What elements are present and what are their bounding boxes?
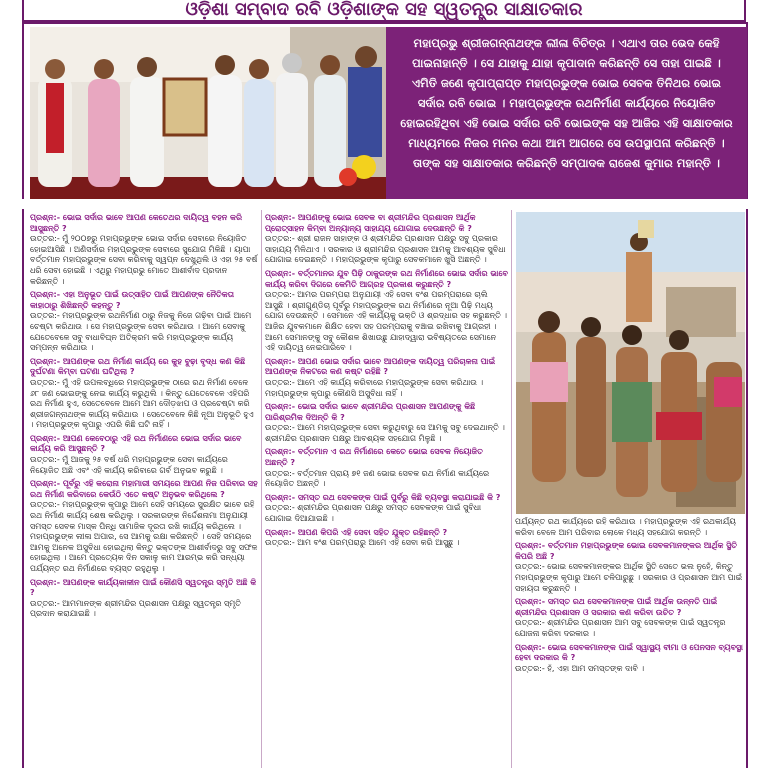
- qa-block: [265, 528, 508, 549]
- question: ପ୍ରଶ୍ନ:- ଆପଣଙ୍କ ରଥ ନିର୍ମାଣ କାର୍ଯ୍ୟ ରେ କୁହ ବୁଢ଼ା ବୃଦ୍ଧ କଣ କିଛି ଦୁର୍ଘଟଣା କିମ୍ବା ଘଟଣା ଘଟିଥିଲା ?: [30, 356, 246, 377]
- answer: ଉତ୍ତର:- ଆମେ ଏହି କାର୍ଯ୍ୟ କରିବାରେ ମହାପ୍ରଭୁଙ୍କ ସେବା କରିଥାଉ । ମହାପ୍ରଭୁଙ୍କ କୃପାରୁ କୌଣସି ଅସୁବିଧା ନାହିଁ ।: [265, 377, 484, 398]
- question: ପ୍ରଶ୍ନ:- ବର୍ତ୍ତମାନର ଯୁବ ପିଢ଼ି ଠାକୁରଙ୍କ ରଥ ନିର୍ମାଣରେ ଭୋଇ ସର୍ଦାର ଭାବେ କାର୍ଯ୍ୟ କରିବା ଦିଗରେ କେମିତି ଆଗ୍ରହ ପ୍ରକାଶ କରୁଛନ୍ତି ?: [265, 268, 508, 289]
- qa-block: [30, 479, 258, 574]
- intro-paragraph: ମହାପ୍ରଭୁ ଶ୍ରୀଜଗନ୍ନାଥଙ୍କ ଲୀଳା ବିଚିତ୍ର । ଏଥାଏ ତାର ଭେଦ କେହି ପାଇନାହାନ୍ତି । ସେ ଯାହାକୁ ଯାହା କୃପାଦାନ କରିଛନ୍ତି ସେ ତାହା ପାଇଛି । ଏମିତି ଜଣେ କୃପାପ୍ରାପ୍ତ ମହାପ୍ରଭୁଙ୍କ ଭୋଇ ସେବକ ତିନିଥର ଭୋଇ ସର୍ଦାର ରବି ଭୋଇ । ମହାପ୍ରଭୁଙ୍କ ରଥନିର୍ମାଣ କାର୍ଯ୍ୟରେ ନିୟୋଜିତ ହୋଇରହିଥିବା ଏହି ଭୋଇ ସର୍ଦାର ରବି ଭୋଇଙ୍କ ସହ ଆଜିର ଏହି ସାକ୍ଷାତକାର ମାଧ୍ୟମରେ ନିଜର ମନର କଥା ଆମ ଆଗରେ ସେ ଉପସ୍ଥାପନା କରିଛନ୍ତି । ତାଙ୍କ ସହ ସାକ୍ଷାତକାର କରିଛନ୍ତି ସମ୍ପାଦକ ରାଜେଶ କୁମାର ମହାନ୍ତି ।: [386, 27, 747, 199]
- qa-block: [515, 541, 745, 594]
- qa-block: [30, 578, 258, 620]
- question: ପ୍ରଶ୍ନ:- ଆପଣ କେବେଠାରୁ ଏହି ରଥ ନିର୍ମାଣରେ ଭୋଇ ସର୍ଦାର ଭାବେ କାର୍ଯ୍ୟ କରି ଆସୁଛନ୍ତି ?: [30, 433, 242, 454]
- column-1: [30, 210, 258, 768]
- answer: ଉତ୍ତର:- ମହାପ୍ରଭୁଙ୍କ କୃପାରୁ ଆମେ ସେହି ସମୟରେ ସୁରକ୍ଷିତ ଭାବେ ରହି ରଥ ନିର୍ମାଣ କାର୍ଯ୍ୟ ଶେଷ କରିଥିଲୁ । ସରକାରଙ୍କ ନିର୍ଦ୍ଦେଶନାମା ଅନୁଯାୟୀ ସମସ୍ତ ସେବକ ମାସ୍କ ପିନ୍ଧି ସାମାଜିକ ଦୂରତା ରଖି କାର୍ଯ୍ୟ କରିଥିଲେ । ମହାପ୍ରଭୁଙ୍କ ଲୀଳା ଅପାର, ସେ ଆମକୁ ରକ୍ଷା କରିଛନ୍ତି । ସେହି ସମୟରେ ଆମକୁ ଅନେକ ଅସୁବିଧା ହୋଇଥିଲା କିନ୍ତୁ ଭକ୍ତଙ୍କ ଆଶୀର୍ବାଦରୁ ସବୁ ସଫଳ ହୋଇଥିଲା । ଆମେ ପ୍ରତ୍ୟେକ ଦିନ ସକାଳୁ କାମ ଆରମ୍ଭ କରି ସନ୍ଧ୍ୟା ପର୍ଯ୍ୟନ୍ତ ରଥ ନିର୍ମାଣରେ ବ୍ୟସ୍ତ ରହୁଥିଲୁ ।: [30, 500, 258, 573]
- qa-block: [265, 213, 508, 266]
- answer: ଉତ୍ତର:- ହଁ, ଏହା ଆମ ସମସ୍ତଙ୍କ ଦାବି ।: [515, 663, 645, 673]
- answer: ଉତ୍ତର:- ମହାପ୍ରଭୁଙ୍କ ରଥନିର୍ମାଣ ଠାରୁ ନିଜକୁ ନିଜେ ଗଢ଼ିବା ପାଇଁ ଆମେ ଚେଷ୍ଟା କରିଥାଉ । ସେ ମହାପ୍ରଭୁଙ୍କ ସେବା କରିଥାଉ । ଆମେ ସେବାକୁ ଯେତେବେଳେ ସବୁ ବାଧାବିଘ୍ନ ଅତିକ୍ରମ କରି ମହାପ୍ରଭୁଙ୍କ କାର୍ଯ୍ୟ ସମ୍ପନ୍ନ କରିଥାଉ ।: [30, 311, 252, 353]
- qa-block: [30, 213, 258, 287]
- answer: ଉତ୍ତର:- ଆମମାନଙ୍କ ଶ୍ରୀମନ୍ଦିର ପ୍ରଶାସନ ପକ୍ଷରୁ ସ୍ୱତନ୍ତ୍ର ସ୍ମୃତି ପ୍ରଦାନ କରାଯାଇଛି ।: [30, 598, 241, 619]
- answer: ଉତ୍ତର:- ଆମ ବଂଶ ପରମ୍ପରାରୁ ଆମେ ଏହି ସେବା କରି ଆସୁଛୁ ।: [265, 538, 460, 548]
- qa-block: [515, 517, 745, 538]
- qa-block: [30, 290, 258, 354]
- answer: ଉତ୍ତର:- ଶ୍ରୀମନ୍ଦିର ପ୍ରଶାସନ ଆମ ସବୁ ସେବକଙ୍କ ପାଇଁ ସ୍ୱତନ୍ତ୍ର ଯୋଜନା କରିବା ଦରକାର ।: [515, 618, 726, 638]
- qa-block: [30, 357, 258, 431]
- question: ପ୍ରଶ୍ନ:- ଆପଣ ଭୋଇ ସର୍ଦାର ଭାବେ ଆପଣଙ୍କ ଦାୟିତ୍ୱ ପରିଚାଳନା ପାଇଁ ଆପଣଙ୍କ ନିକଟରେ କଣ କଷ୍ଟ ରହିଛି ?: [265, 356, 496, 377]
- question: ପ୍ରଶ୍ନ:- ଭୋଇ ସେବକମାନଙ୍କ ପାଇଁ ସ୍ୱାସ୍ଥ୍ୟ ବୀମା ଓ ପେନସନ ବ୍ୟବସ୍ଥା ହେବା ଦରକାର କି ?: [515, 642, 743, 663]
- answer: ଉତ୍ତର:- ଭୋଇ ସେବକମାନଙ୍କର ଆର୍ଥିକ ସ୍ଥିତି ସେତେ ଭଲ ନୁହେଁ, କିନ୍ତୁ ମହାପ୍ରଭୁଙ୍କ କୃପାରୁ ଆମେ ଚଳିପାରୁଛୁ । ସରକାର ଓ ପ୍ରଶାସନ ଆମ ପାଇଁ ସହାୟତା କରୁଛନ୍ତି ।: [515, 562, 743, 593]
- answer: ଉତ୍ତର:- ଶ୍ରୀ ରାଜନ ସାହାଙ୍କ ଓ ଶ୍ରୀମନ୍ଦିର ପ୍ରଶାସନ ପକ୍ଷରୁ ସବୁ ପ୍ରକାର ସାହାଯ୍ୟ ମିଳିଥାଏ । ସରକାର ଓ ଶ୍ରୀମନ୍ଦିର ପ୍ରଶାସନ ଆମକୁ ଆବଶ୍ୟକ ସୁବିଧା ଯୋଗାଇ ଦେଇଛନ୍ତି । ମହାପ୍ରଭୁଙ୍କ କୃପାରୁ ସେବକମାନେ ଖୁସି ଅଛନ୍ତି ।: [265, 234, 506, 265]
- answer: ଉତ୍ତର:- ଶ୍ରୀମନ୍ଦିର ପ୍ରଶାସନ ପକ୍ଷରୁ ସମସ୍ତ ସେବକଙ୍କ ପାଇଁ ସୁବିଧା ଯୋଗାଇ ଦିଆଯାଇଛି ।: [265, 503, 482, 524]
- answer: ଉତ୍ତର:- ଆମେ ମହାପ୍ରଭୁଙ୍କ ସେବା କରୁଥିବାରୁ ସେ ଆମକୁ ସବୁ ଦେଇଥାନ୍ତି । ଶ୍ରୀମନ୍ଦିର ପ୍ରଶାସନ ପକ୍ଷରୁ ଆବଶ୍ୟକ ସହଯୋଗ ମିଳୁଛି ।: [265, 423, 505, 443]
- question: ପ୍ରଶ୍ନ:- ଭୋଇ ସର୍ଦାର ଭାବେ ଆପଣ କେତେଥର ଦାୟିତ୍ୱ ବହନ କରି ଆସୁଛନ୍ତି ?: [30, 213, 243, 233]
- question: ପ୍ରଶ୍ନ:- ପୂର୍ବରୁ ଏହି କରୋନା ମହାମାରୀ ସମୟରେ ଆପଣ ନିଜ ପରିବାର ସହ ରଥ ନିର୍ମାଣ କରିବାରେ କେଉଁଠି ଏତେ କଷ୍ଟ ଅନୁଭବ କରିଥିଲେ ?: [30, 479, 258, 499]
- qa-block: [265, 493, 508, 525]
- answer: ଉତ୍ତର:- ମୁଁ ଆଜକୁ ୨୫ ବର୍ଷ ଧରି ମହାପ୍ରଭୁଙ୍କ ସେବା କାର୍ଯ୍ୟରେ ନିୟୋଜିତ ଅଛି ଏବଂ ଏହି କାର୍ଯ୍ୟ କରିବାରେ ଗର୍ବ ଅନୁଭବ କରୁଛି ।: [30, 455, 228, 475]
- column-2: [265, 210, 508, 768]
- qa-block: [265, 402, 508, 444]
- question: ପ୍ରଶ୍ନ:- ବର୍ତ୍ତମାନ ମହାପ୍ରଭୁଙ୍କ ଭୋଇ ସେବକମାନଙ୍କର ଆର୍ଥିକ ସ୍ଥିତି କିପରି ଅଛି ?: [515, 541, 738, 561]
- answer: ପର୍ଯ୍ୟନ୍ତ ରଥ କାର୍ଯ୍ୟରେ ରହି କରିଥାଉ । ମହାପ୍ରଭୁଙ୍କ ଏହି ରଥକାର୍ଯ୍ୟ କରିବା ବେଳେ ଆମ ପରିବାର ଲୋକେ ମଧ୍ୟ ସହଯୋଗ କରନ୍ତି ।: [515, 517, 736, 537]
- question: ପ୍ରଶ୍ନ:- ଆପଣଙ୍କ କାର୍ଯ୍ୟକାଳୀନ ପାଇଁ କୌଣସି ସ୍ୱତନ୍ତ୍ର ସ୍ମୃତି ଅଛି କି ?: [30, 577, 257, 598]
- question: ପ୍ରଶ୍ନ:- ଆପଣଙ୍କୁ ଭୋଇ ସେବକ ବା ଶ୍ରୀମନ୍ଦିର ପ୍ରଶାସନ ଆର୍ଥିକ ପ୍ରୋତ୍ସାହନ କିମ୍ବା ଅନ୍ୟାନ୍ୟ ସାହାଯ୍ୟ ଯୋଗାଇ ଦେଉଛନ୍ତି କି ?: [265, 213, 476, 233]
- answer: ଉତ୍ତର:- ବର୍ତ୍ତମାନ ପ୍ରାୟ ୭୧ ଜଣ ଭୋଇ ସେବକ ରଥ ନିର୍ମାଣ କାର୍ଯ୍ୟରେ ନିୟୋଜିତ ଅଛନ୍ତି ।: [265, 468, 490, 489]
- qa-block: [265, 447, 508, 489]
- answer: ଉତ୍ତର:- ଆମର ପରମ୍ପରା ଅନୁଯାୟୀ ଏହି ସେବା ବଂଶ ପରମ୍ପରାରେ ଚାଲି ଆସୁଛି । ଶ୍ରୀଗୁଣ୍ଡିଚା ପୂର୍ବରୁ ମହାପ୍ରଭୁଙ୍କ ରଥ ନିର୍ମାଣରେ ନୂଆ ପିଢ଼ି ମଧ୍ୟ ଯୋଗ ଦେଉଛନ୍ତି । ସେମାନେ ଏହି କାର୍ଯ୍ୟକୁ ଭକ୍ତି ଓ ଶ୍ରଦ୍ଧାର ସହ କରୁଛନ୍ତି । ଆଜିର ଯୁବକମାନେ ଶିକ୍ଷିତ ହେବା ସହ ପରମ୍ପରାକୁ ବଞ୍ଚାଇ ରଖିବାକୁ ଆଗ୍ରହୀ । ଆମେ ସେମାନଙ୍କୁ ସବୁ କୌଶଳ ଶିଖାଉଛୁ ଯାହାଦ୍ୱାରା ଭବିଷ୍ୟତରେ ସେମାନେ ଏହି ଦାୟିତ୍ୱ ନେଇପାରିବେ ।: [265, 290, 508, 353]
- question: ପ୍ରଶ୍ନ:- ସମସ୍ତ ରଥ ସେବକମାନଙ୍କ ପାଇଁ ଆର୍ଥିକ ଉନ୍ନତି ପାଇଁ ଶ୍ରୀମନ୍ଦିର ପ୍ରଶାସନ ଓ ସରକାର କଣ କରିବା ଉଚିତ ?: [515, 597, 718, 617]
- question: ପ୍ରଶ୍ନ:- ଆପଣ କିପରି ଏହି ସେବା ସହିତ ଯୁକ୍ତ ରହିଛନ୍ତି ?: [265, 527, 448, 537]
- group-photo: [30, 27, 386, 199]
- qa-block: [30, 434, 258, 476]
- question: ପ୍ରଶ୍ନ:- ସମସ୍ତ ରଥ ସେବକଙ୍କ ପାଇଁ ପୁର୍ବରୁ କିଛି ବ୍ୟବସ୍ଥା କରାଯାଇଛି କି ?: [265, 492, 501, 502]
- qa-block: [515, 643, 745, 675]
- question: ପ୍ରଶ୍ନ:- ଭୋଇ ସର୍ଦାର ଭାବେ ଶ୍ରୀମନ୍ଦିର ପ୍ରଶାସନ ଆପଣଙ୍କୁ କିଛି ପାରିଶ୍ରମିକ ଦିଅନ୍ତି କି ?: [265, 402, 476, 422]
- question: ପ୍ରଶ୍ନ:- ବର୍ତ୍ତମାନ ଏ ରଥ ନିର୍ମାଣରେ କେତେ ଭୋଇ ସେବକ ନିୟୋଜିତ ଅଛନ୍ତି ?: [265, 447, 483, 468]
- qa-block: [515, 597, 745, 639]
- answer: ଉତ୍ତର:- ମୁଁ ଏହି ଉପଲବ୍ଧିରେ ମହାପ୍ରଭୁଙ୍କ ଠାରେ ରଥ ନିର୍ମାଣ ବେଳେ ୬୮ ଜଣ ଭୋଇଙ୍କୁ ନେଇ କାର୍ଯ୍ୟ କରୁଥିଲି । କିନ୍ତୁ ଯେତେବେଳେ ଏହିପରି ରଥ ନିର୍ମାଣ ହୁଏ, ସେତେବେଳେ ଆମେ ଆମ ଦୌଡ଼ଝାପ ଓ ପ୍ରଚେଷ୍ଟା କରି ଶ୍ରୀଜଗନ୍ନାଥଙ୍କ କାର୍ଯ୍ୟ କରିଥାଉ । ସେତେବେଳେ କିଛି ନୂଆ ଅନୁଭୂତି ହୁଏ । ମହାପ୍ରଭୁଙ୍କ କୃପାରୁ ଏପରି କିଛି ଘଟି ନାହିଁ ।: [30, 377, 254, 430]
- column-divider: [261, 210, 262, 768]
- question: ପ୍ରଶ୍ନ:- ଏହା ଅନୁଭୂତ ପାଇଁ ଉତ୍ସାହିତ ପାଇଁ ଆପଣଙ୍କ ନୈତିକତା କାହାଠାରୁ ଶିଖିଛନ୍ତି କହନ୍ତୁ ?: [30, 290, 234, 310]
- headline: ଓଡ଼ିଶା ସମ୍ବାଦ ରବି ଓଡ଼ିଶାଙ୍କ ସହ ସ୍ୱତନ୍ତ୍ର ସାକ୍ଷାତକାର: [22, 0, 746, 22]
- column-divider: [511, 210, 512, 768]
- section-separator: [22, 199, 748, 209]
- answer: ଉତ୍ତର:- ମୁଁ ୨୦୦୭ରୁ ମହାପ୍ରଭୁଙ୍କ ଭୋଇ ସର୍ଦାର ସେବାରେ ନିୟୋଜିତ ହୋଇଆସିଛି । ଅଣିସର୍ଦାର ମହାପ୍ରଭୁଙ୍କ ସେବାରେ ସୁଯୋଗ ମିଳିଛି । ୟାପା ବର୍ତ୍ତମାନ ମହାପ୍ରଭୁଙ୍କ ସେବା କରିବାକୁ ସ୍ୱପ୍ନ ଦେଖୁଥିଲି ଓ ଏହା ୨୫ ବର୍ଷ ଧରି ସେବା ହୋଇଛି । ଏଥିରୁ ମହାପ୍ରଭୁ ମୋତେ ଆଶୀର୍ବାଦ ପ୍ରଦାନ କରିଛନ୍ତି ।: [30, 234, 258, 286]
- column-3: [515, 517, 745, 768]
- chariot-construction-photo: [516, 212, 745, 514]
- qa-block: [265, 269, 508, 354]
- qa-block: [265, 357, 508, 399]
